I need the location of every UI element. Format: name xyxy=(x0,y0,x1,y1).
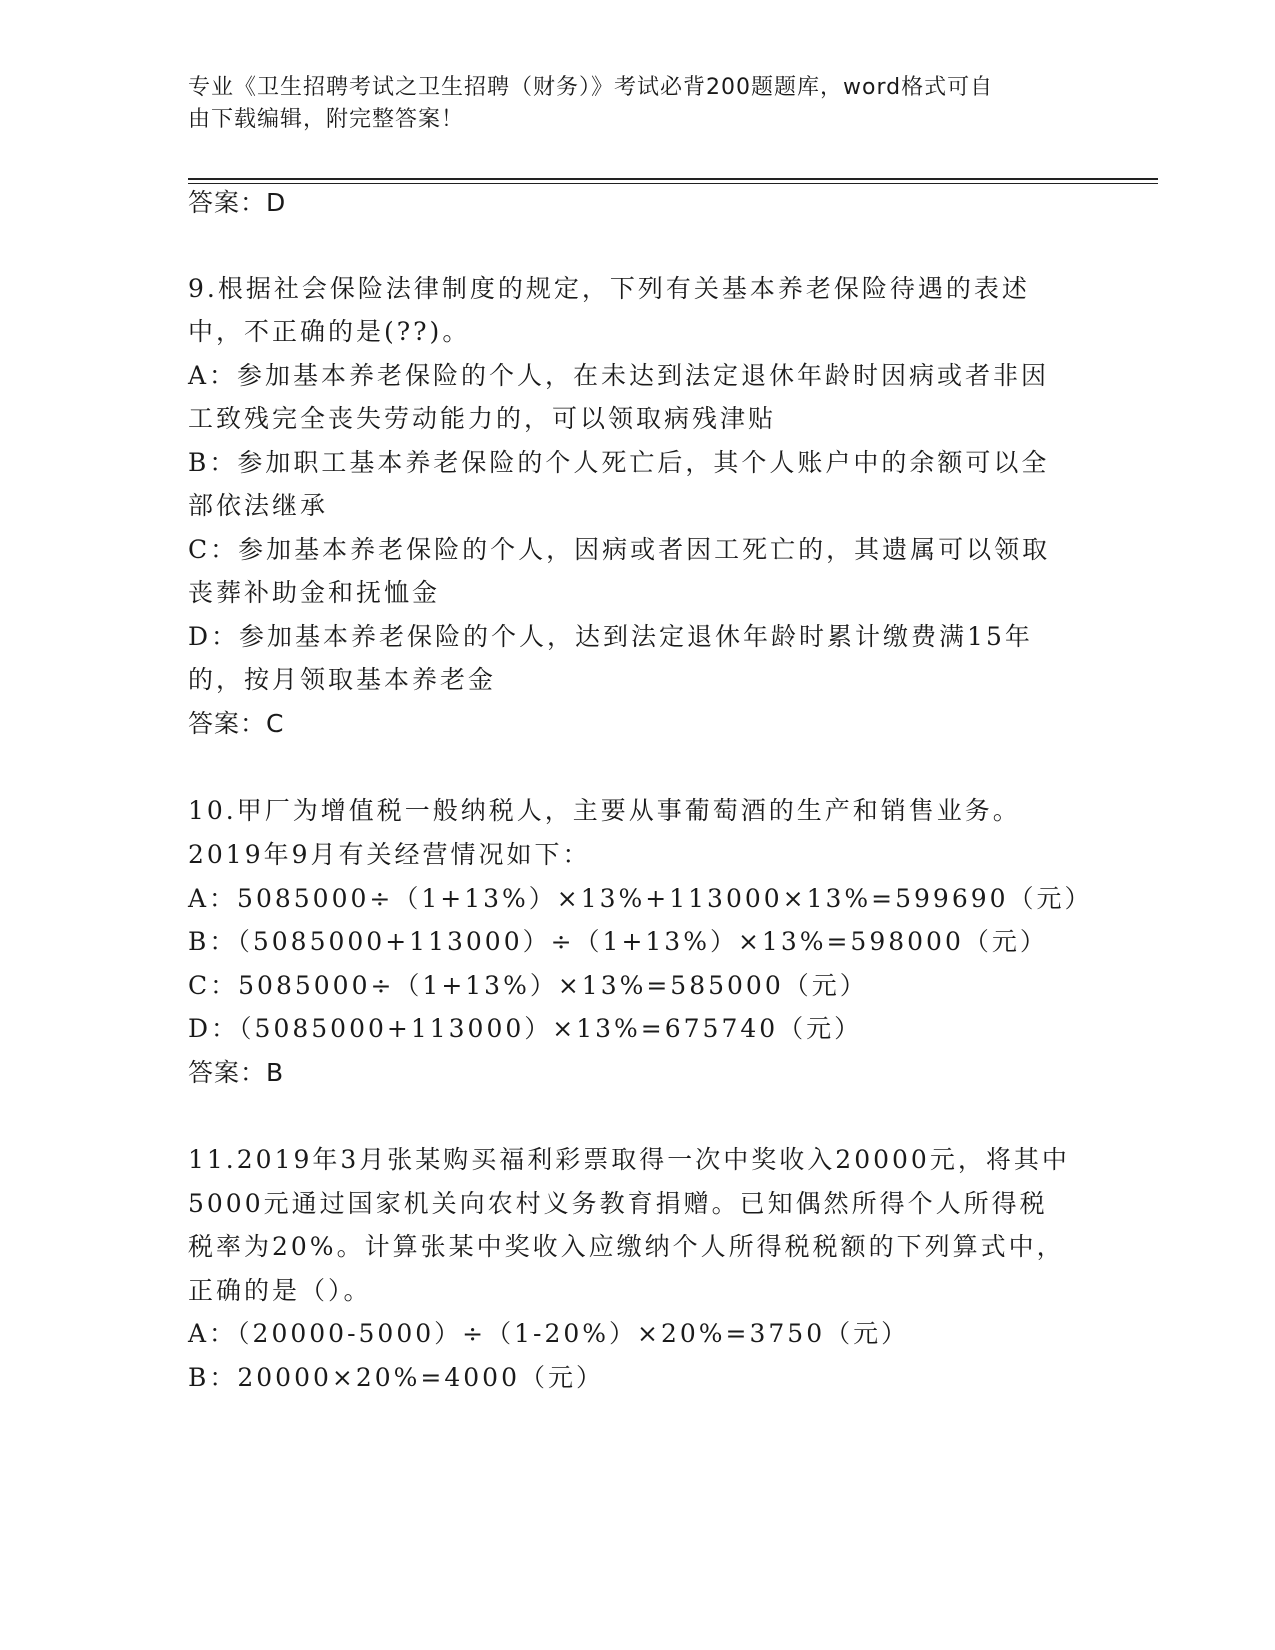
page-header xyxy=(188,72,1088,136)
q10-option-b: B：（5085000+113000）÷（1+13%）×13%=598000（元） xyxy=(188,927,1048,956)
q10-option-a: A：5085000÷（1+13%）×13%+113000×13%=599690（元） xyxy=(188,884,1093,913)
q9-option-d-line-1: D：参加基本养老保险的个人，达到法定退休年龄时累计缴费满15年 xyxy=(188,622,1033,651)
q11-stem-line-3: 税率为20%。计算张某中奖收入应缴纳个人所得税税额的下列算式中， xyxy=(188,1232,1065,1261)
header-divider-thin xyxy=(188,183,1158,184)
q9-option-a-line-1: A：参加基本养老保险的个人，在未达到法定退休年龄时因病或者非因 xyxy=(188,361,1050,390)
header-text-line-1: 专业《卫生招聘考试之卫生招聘（财务）》考试必背200题题库，word格式可自 xyxy=(188,75,994,100)
q11-option-a: A：（20000-5000）÷（1-20%）×20%=3750（元） xyxy=(188,1319,910,1348)
header-divider-thick xyxy=(188,178,1158,180)
q10-option-c: C：5085000÷（1+13%）×13%=585000（元） xyxy=(188,971,868,1000)
q11-stem-line-2: 5000元通过国家机关向农村义务教育捐赠。已知偶然所得个人所得税 xyxy=(188,1189,1048,1218)
q11-option-b: B：20000×20%=4000（元） xyxy=(188,1363,604,1392)
q9-stem-line-1: 9.根据社会保险法律制度的规定，下列有关基本养老保险待遇的表述 xyxy=(188,274,1030,303)
q9-option-c-line-1: C：参加基本养老保险的个人，因病或者因工死亡的，其遗属可以领取 xyxy=(188,535,1051,564)
q11-stem-line-4: 正确的是（）。 xyxy=(188,1276,372,1305)
answer-previous: 答案：D xyxy=(188,188,287,217)
q9-option-c-line-2: 丧葬补助金和抚恤金 xyxy=(188,578,441,607)
q11-stem-line-1: 11.2019年3月张某购买福利彩票取得一次中奖收入20000元，将其中 xyxy=(188,1145,1070,1174)
header-text-line-2: 由下载编辑，附完整答案！ xyxy=(188,107,465,132)
q9-stem-line-2: 中，不正确的是(??)。 xyxy=(188,317,471,346)
q9-option-d-line-2: 的，按月领取基本养老金 xyxy=(188,665,497,694)
q10-stem-line-2: 2019年9月有关经营情况如下： xyxy=(188,840,591,869)
q10-answer: 答案：B xyxy=(188,1058,285,1087)
q9-option-a-line-2: 工致残完全丧失劳动能力的，可以领取病残津贴 xyxy=(188,404,777,433)
q10-stem-line-1: 10.甲厂为增值税一般纳税人，主要从事葡萄酒的生产和销售业务。 xyxy=(188,796,1021,825)
q10-option-d: D：（5085000+113000）×13%=675740（元） xyxy=(188,1014,863,1043)
q9-option-b-line-2: 部依法继承 xyxy=(188,491,329,520)
q9-option-b-line-1: B：参加职工基本养老保险的个人死亡后，其个人账户中的余额可以全 xyxy=(188,448,1050,477)
q9-answer: 答案：C xyxy=(188,709,285,738)
